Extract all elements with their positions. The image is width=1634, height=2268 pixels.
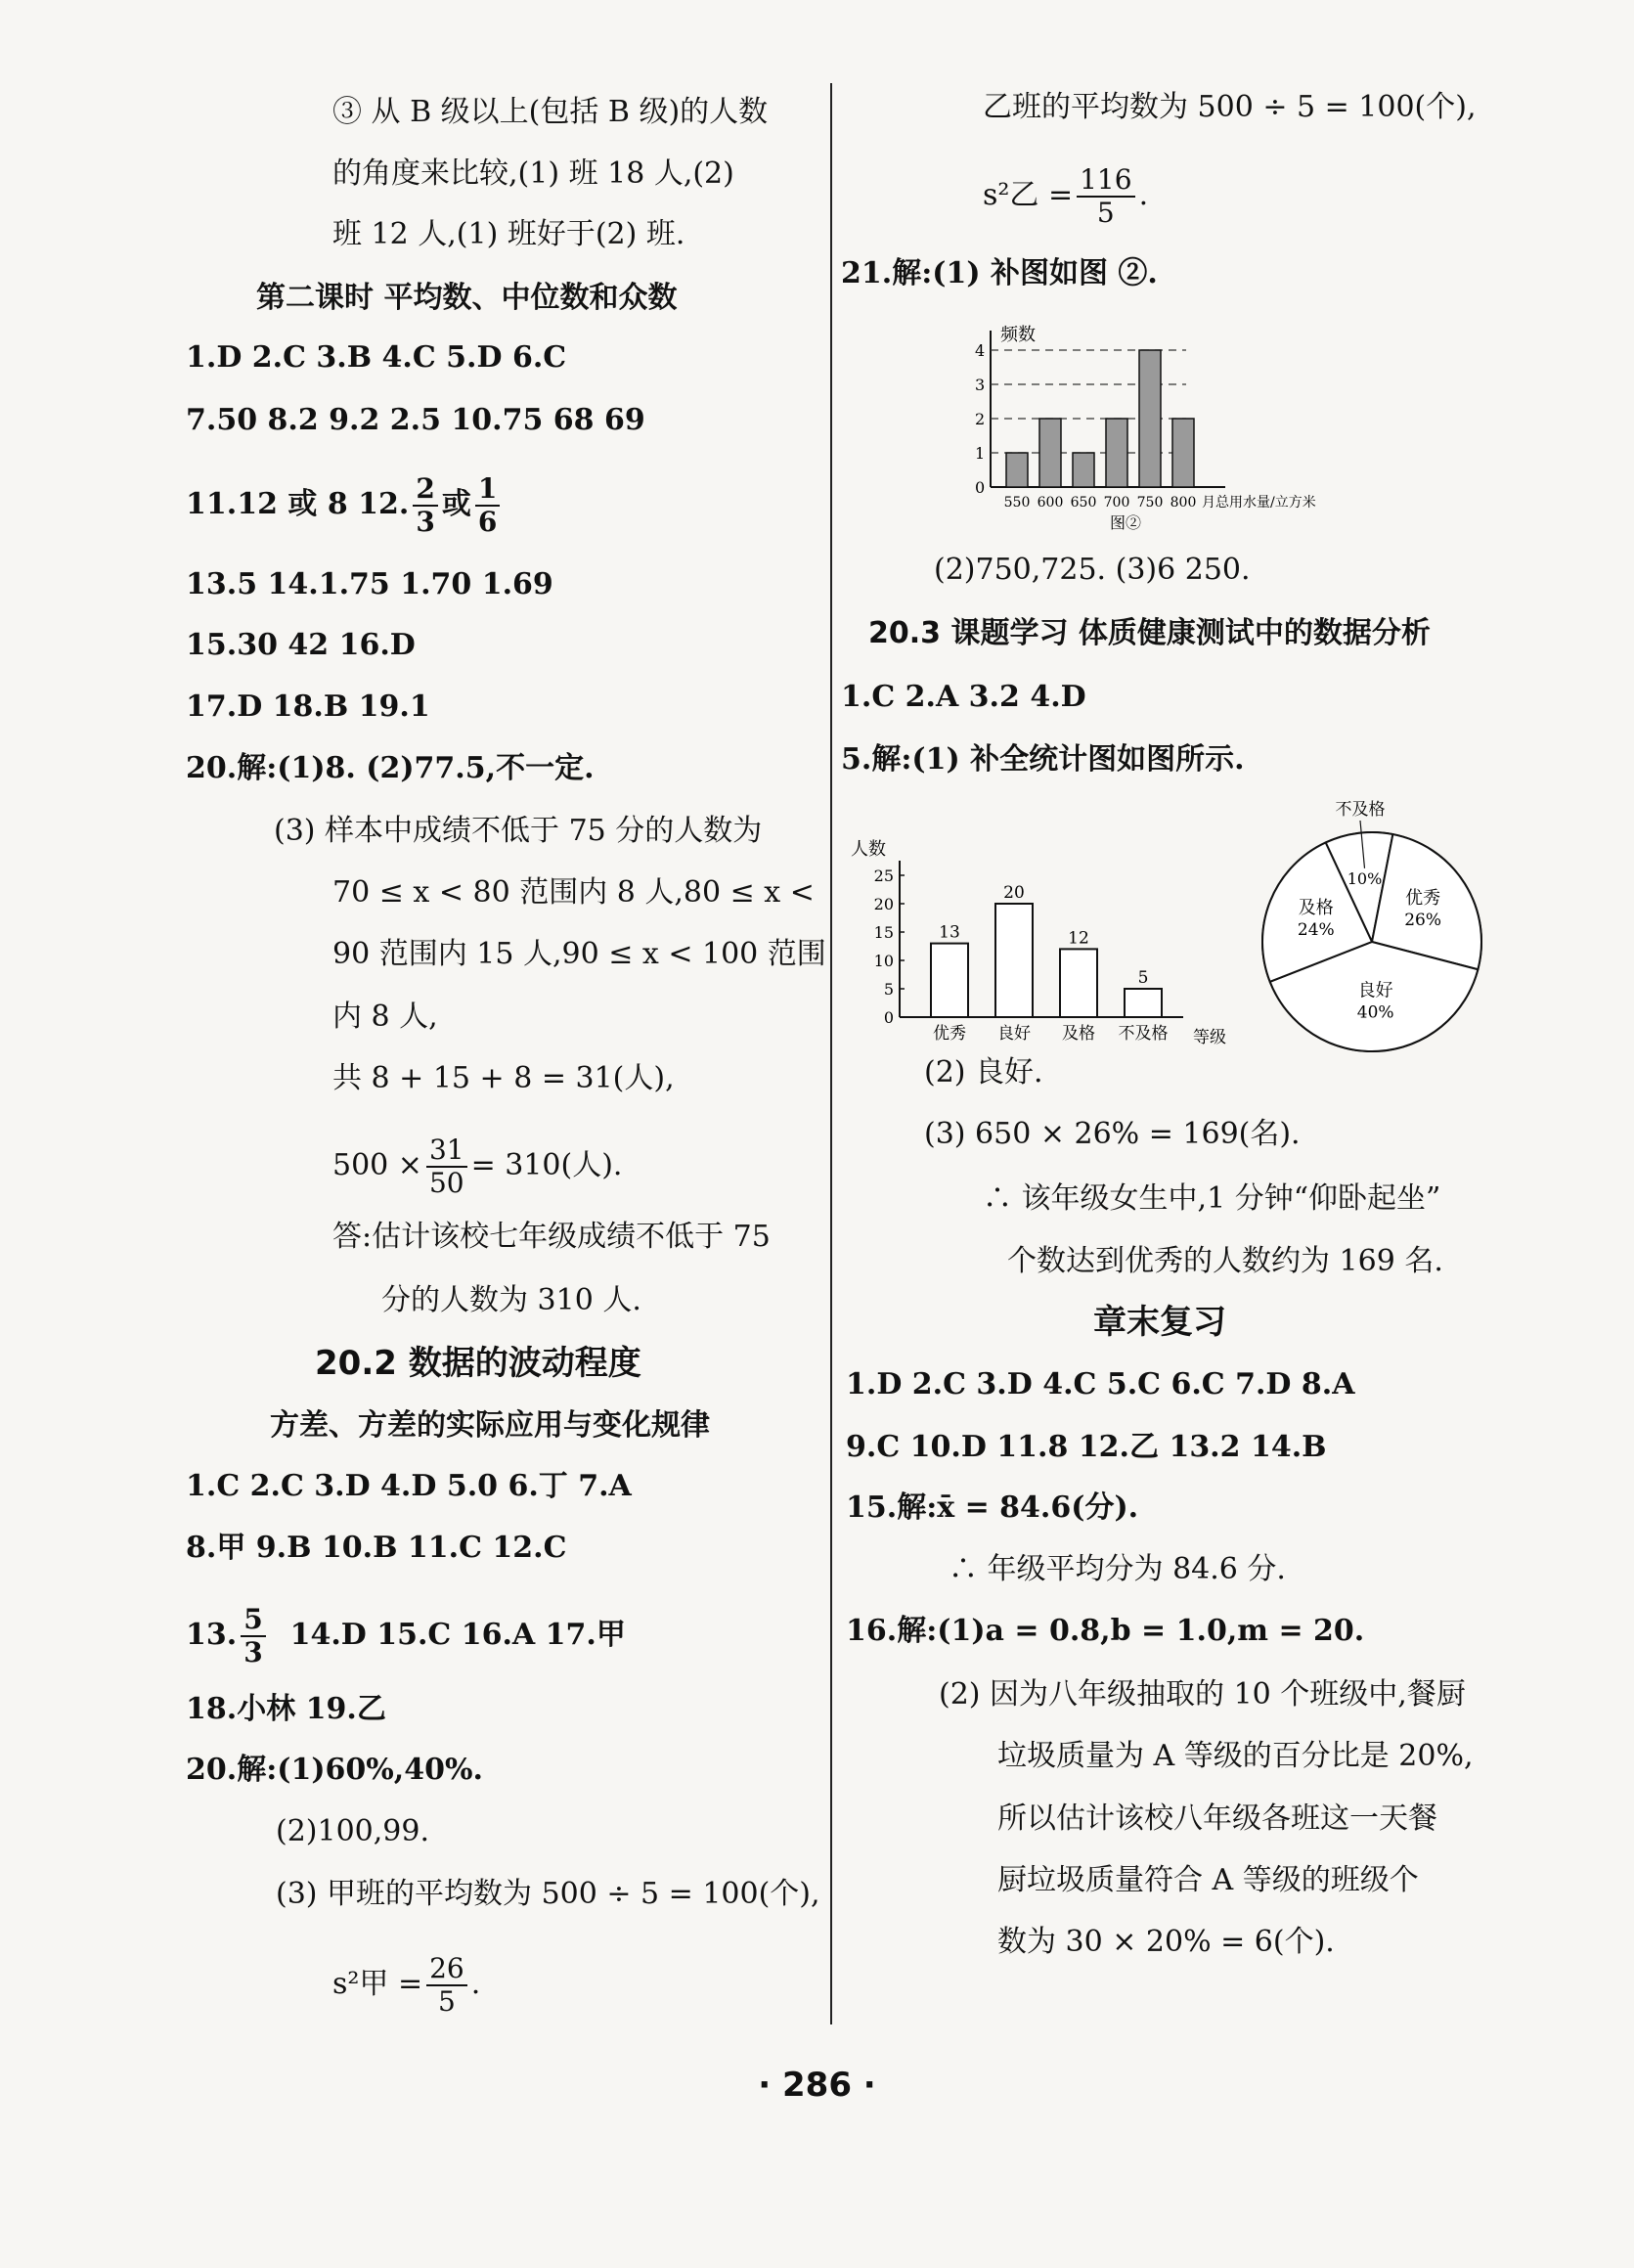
answer-line: 9.C 10.D 11.8 12.乙 13.2 14.B bbox=[846, 1430, 1327, 1464]
x-tick-label: 600 bbox=[1037, 495, 1064, 511]
text-line: 数为 30 × 20% = 6(个). bbox=[997, 1925, 1335, 1959]
text-line: (2) 良好. bbox=[924, 1055, 1043, 1090]
text-line: 内 8 人, bbox=[332, 1000, 438, 1034]
x-tick-label: 700 bbox=[1103, 495, 1130, 511]
text-line: 共 8 + 15 + 8 = 31(人), bbox=[332, 1061, 675, 1095]
text-line: s²乙 = $\frac{116}{5}$ . bbox=[983, 163, 1149, 229]
text-line: ∴ 年级平均分为 84.6 分. bbox=[949, 1552, 1286, 1586]
fraction: $\frac{1}{6}$ bbox=[475, 473, 500, 538]
fraction: $\frac{5}{3}$ bbox=[241, 1604, 265, 1668]
text-line: 分的人数为 310 人. bbox=[381, 1283, 641, 1317]
x-tick-label: 800 bbox=[1170, 495, 1197, 511]
section-heading: 20.3 课题学习 体质健康测试中的数据分析 bbox=[868, 616, 1431, 650]
x-tick-label: 550 bbox=[1003, 495, 1031, 511]
water-usage-histogram bbox=[963, 311, 1374, 536]
y-tick-label: 2 bbox=[975, 410, 986, 428]
y-tick-label: 15 bbox=[873, 923, 894, 942]
data-label: 20 bbox=[1003, 883, 1025, 903]
data-label: 5 bbox=[1137, 968, 1149, 988]
y-axis-label: 人数 bbox=[851, 839, 886, 860]
text-line: (2)100,99. bbox=[276, 1814, 430, 1848]
grade-bar-chart bbox=[841, 822, 1252, 1056]
pie-label: 良好 bbox=[1357, 980, 1393, 1001]
fraction: $\frac{116}{5}$ bbox=[1077, 164, 1134, 229]
text-line: 70 ≤ x < 80 范围内 8 人,80 ≤ x < bbox=[332, 875, 815, 910]
answer-line: 8.甲 9.B 10.B 11.C 12.C bbox=[186, 1531, 567, 1565]
pie-percent: 40% bbox=[1356, 1002, 1394, 1023]
text-line: 500 × $\frac{31}{50}$ = 310(人). bbox=[332, 1134, 623, 1199]
answer-line: 1.C 2.C 3.D 4.D 5.0 6.丁 7.A bbox=[186, 1469, 632, 1503]
bar bbox=[1039, 419, 1061, 487]
bar bbox=[1060, 949, 1097, 1017]
answer-line: 21.解:(1) 补图如图 ②. bbox=[841, 256, 1158, 290]
text-line: 班 12 人,(1) 班好于(2) 班. bbox=[332, 217, 685, 251]
bar bbox=[1139, 350, 1161, 487]
data-label: 12 bbox=[1068, 928, 1089, 949]
y-tick-label: 25 bbox=[873, 867, 894, 885]
x-axis-label: 月总用水量/立方米 bbox=[1202, 495, 1316, 511]
fraction: $\frac{26}{5}$ bbox=[426, 1953, 467, 2018]
x-tick-label: 750 bbox=[1136, 495, 1164, 511]
text-line: 垃圾质量为 A 等级的百分比是 20%, bbox=[997, 1739, 1474, 1773]
text-line: 的角度来比较,(1) 班 18 人,(2) bbox=[332, 156, 734, 191]
grade-pie-chart bbox=[1257, 797, 1501, 1056]
answer-line: 17.D 18.B 19.1 bbox=[186, 689, 430, 724]
y-tick-label: 10 bbox=[873, 952, 894, 970]
x-tick-label: 优秀 bbox=[933, 1024, 966, 1044]
x-tick-label: 良好 bbox=[997, 1024, 1031, 1044]
y-tick-label: 5 bbox=[883, 980, 894, 999]
answer-line: 11.12 或 8 12. $\frac{2}{3}$ 或 $\frac{1}{6}$ bbox=[186, 473, 504, 538]
x-axis-label: 等级 bbox=[1193, 1028, 1226, 1047]
answer-line: 18.小林 19.乙 bbox=[186, 1692, 386, 1726]
section-heading: 第二课时 平均数、中位数和众数 bbox=[256, 281, 678, 315]
answer-line: 1.D 2.C 3.B 4.C 5.D 6.C bbox=[186, 340, 567, 375]
pie-label: 优秀 bbox=[1405, 888, 1441, 910]
section-heading: 20.2 数据的波动程度 bbox=[315, 1344, 641, 1383]
answer-line: 5.解:(1) 补全统计图如图所示. bbox=[841, 742, 1245, 777]
text-line: 个数达到优秀的人数约为 169 名. bbox=[1007, 1244, 1443, 1278]
text-line: 所以估计该校八年级各班这一天餐 bbox=[997, 1801, 1437, 1836]
answer-line: 7.50 8.2 9.2 2.5 10.75 68 69 bbox=[186, 403, 645, 437]
pie-label: 及格 bbox=[1298, 898, 1334, 919]
page-number: · 286 · bbox=[758, 2066, 876, 2105]
fraction: $\frac{2}{3}$ bbox=[413, 473, 437, 538]
text-line: 答:估计该校七年级成绩不低于 75 bbox=[332, 1220, 771, 1254]
text-line: (2)750,725. (3)6 250. bbox=[934, 553, 1251, 587]
column-divider bbox=[830, 83, 832, 2024]
pie-percent: 10% bbox=[1347, 868, 1383, 888]
text-line: 90 范围内 15 人,90 ≤ x < 100 范围 bbox=[332, 937, 826, 971]
text-line: 厨垃圾质量符合 A 等级的班级个 bbox=[997, 1863, 1419, 1897]
text-line: s²甲 = $\frac{26}{5}$ . bbox=[332, 1952, 481, 2018]
pie-percent: 24% bbox=[1297, 920, 1335, 941]
fraction: $\frac{31}{50}$ bbox=[426, 1134, 467, 1199]
text-line: (3) 样本中成绩不低于 75 分的人数为 bbox=[274, 814, 763, 848]
y-tick-label: 4 bbox=[975, 341, 986, 360]
answer-line: 20.解:(1)8. (2)77.5,不一定. bbox=[186, 751, 595, 785]
answer-line: 13.5 14.1.75 1.70 1.69 bbox=[186, 567, 553, 601]
answer-line: 1.C 2.A 3.2 4.D bbox=[841, 680, 1086, 714]
y-tick-label: 0 bbox=[883, 1008, 894, 1027]
answer-line: 15.解:x̄ = 84.6(分). bbox=[846, 1490, 1139, 1525]
answer-line: 20.解:(1)60%,40%. bbox=[186, 1753, 483, 1787]
y-tick-label: 1 bbox=[975, 444, 986, 463]
text-line: (3) 650 × 26% = 169(名). bbox=[924, 1117, 1301, 1151]
bar bbox=[1006, 453, 1028, 487]
x-tick-label: 及格 bbox=[1062, 1024, 1095, 1044]
answer-line: 13. $\frac{5}{3}$ 14.D 15.C 16.A 17.甲 bbox=[186, 1603, 626, 1668]
text-line: (2) 因为八年级抽取的 10 个班级中,餐厨 bbox=[939, 1677, 1466, 1712]
bar bbox=[1073, 453, 1094, 487]
y-tick-label: 20 bbox=[873, 895, 894, 913]
pie-percent: 26% bbox=[1404, 911, 1442, 931]
section-heading: 方差、方差的实际应用与变化规律 bbox=[270, 1408, 710, 1443]
y-axis-label: 频数 bbox=[1000, 325, 1036, 345]
text-line: ③ 从 B 级以上(包括 B 级)的人数 bbox=[332, 95, 769, 129]
y-tick-label: 0 bbox=[975, 478, 986, 497]
bar bbox=[995, 904, 1033, 1017]
answer-line: 15.30 42 16.D bbox=[186, 628, 416, 662]
bar bbox=[1125, 989, 1162, 1017]
bar bbox=[931, 944, 968, 1017]
answer-line: 16.解:(1)a = 0.8,b = 1.0,m = 20. bbox=[846, 1614, 1365, 1648]
bar bbox=[1172, 419, 1194, 487]
chart-caption: 图② bbox=[1110, 513, 1142, 532]
pie-label: 不及格 bbox=[1335, 800, 1386, 820]
x-tick-label: 不及格 bbox=[1118, 1024, 1169, 1044]
y-tick-label: 3 bbox=[975, 376, 986, 394]
text-line: ∴ 该年级女生中,1 分钟“仰卧起坐” bbox=[983, 1181, 1441, 1216]
text-line: (3) 甲班的平均数为 500 ÷ 5 = 100(个), bbox=[276, 1877, 820, 1911]
x-tick-label: 650 bbox=[1070, 495, 1097, 511]
text-line: 乙班的平均数为 500 ÷ 5 = 100(个), bbox=[983, 90, 1477, 124]
data-label: 13 bbox=[939, 922, 960, 943]
section-heading: 章末复习 bbox=[1093, 1303, 1226, 1342]
bar bbox=[1106, 419, 1127, 487]
answer-line: 1.D 2.C 3.D 4.C 5.C 6.C 7.D 8.A bbox=[846, 1367, 1355, 1401]
